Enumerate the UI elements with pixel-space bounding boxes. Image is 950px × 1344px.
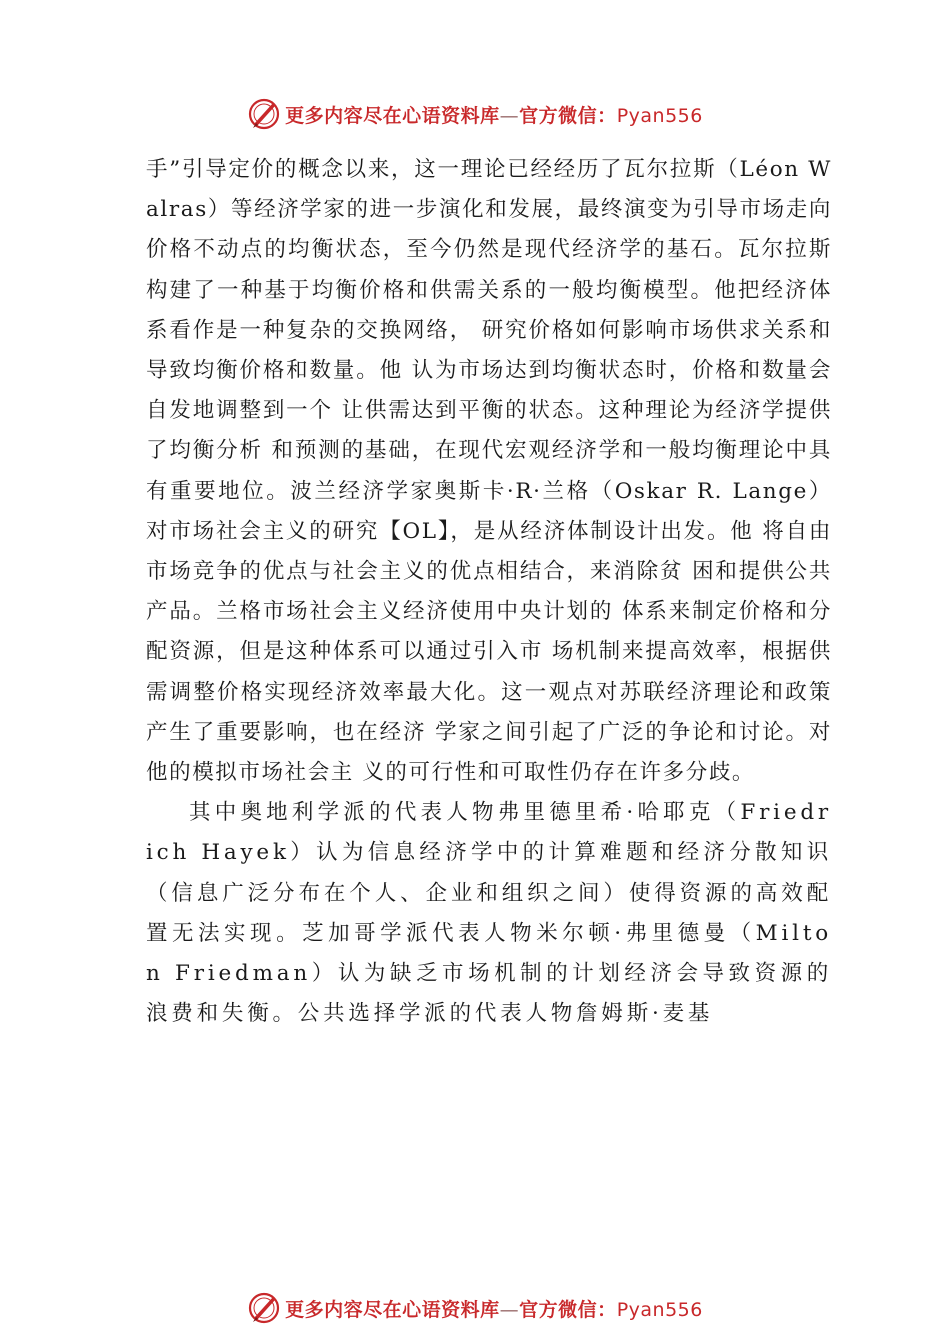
footer-brand-text: 更多内容尽在心语资料库 [285, 1298, 500, 1321]
footer-wechat-label: 官方微信： [519, 1298, 617, 1321]
footer-dash: — [499, 1298, 520, 1321]
header-wechat-id: Pyan556 [616, 104, 703, 127]
header-banner-text [285, 101, 703, 128]
header-banner [0, 94, 950, 134]
footer-banner-text [285, 1295, 703, 1322]
header-wechat-label: 官方微信： [519, 104, 617, 127]
document-body [146, 150, 832, 1034]
header-dash: — [499, 104, 520, 127]
paragraph-2: 其中奥地利学派的代表人物弗里德里希·哈耶克（Friedrich Hayek）认为信息经济学中的计算难题和经济分散知识（信息广泛分布在个人、企业和组织之间）使得资源的高效配置无法实现。芝加哥学派代表人物米尔顿·弗里德曼（Milton Friedman）认为缺乏市场机制的计划经济会导致资源的浪费和失衡。公共选择学派的代表人物詹姆斯·麦基 [146, 800, 832, 1027]
footer-banner [0, 1288, 950, 1328]
quill-seal-icon [247, 1291, 281, 1325]
footer-wechat-id: Pyan556 [616, 1298, 703, 1321]
paragraph-1: 手”引导定价的概念以来，这一理论已经经历了瓦尔拉斯（Léon Walras）等经济学家的进一步演化和发展，最终演变为引导市场走向价格不动点的均衡状态，至今仍然是现代经济学的基石。瓦尔拉斯构建了一种基于均衡价格和供需关系的一般均衡模型。他把经济体系看作是一种复杂的交换网络， 研究价格如何影响市场供求关系和导致均衡价格和数量。他 认为市场达到均衡状态时，价格和数量会自发地调整到一个 让供需达到平衡的状态。这种理论为经济学提供了均衡分析 和预测的基础，在现代宏观经济学和一般均衡理论中具有重要地位。波兰经济学家奥斯卡·R·兰格（Oskar R. Lange） 对市场社会主义的研究【OL】，是从经济体制设计出发。他 将自由市场竞争的优点与社会主义的优点相结合，来消除贫 困和提供公共产品。兰格市场社会主义经济使用中央计划的 体系来制定价格和分配资源，但是这种体系可以通过引入市 场机制来提高效率，根据供需调整价格实现经济效率最大化。这一观点对苏联经济理论和政策产生了重要影响，也在经济 学家之间引起了广泛的争论和讨论。对他的模拟市场社会主 义的可行性和可取性仍存在许多分歧。 [146, 157, 832, 786]
header-brand-text: 更多内容尽在心语资料库 [285, 104, 500, 127]
quill-seal-icon [247, 97, 281, 131]
